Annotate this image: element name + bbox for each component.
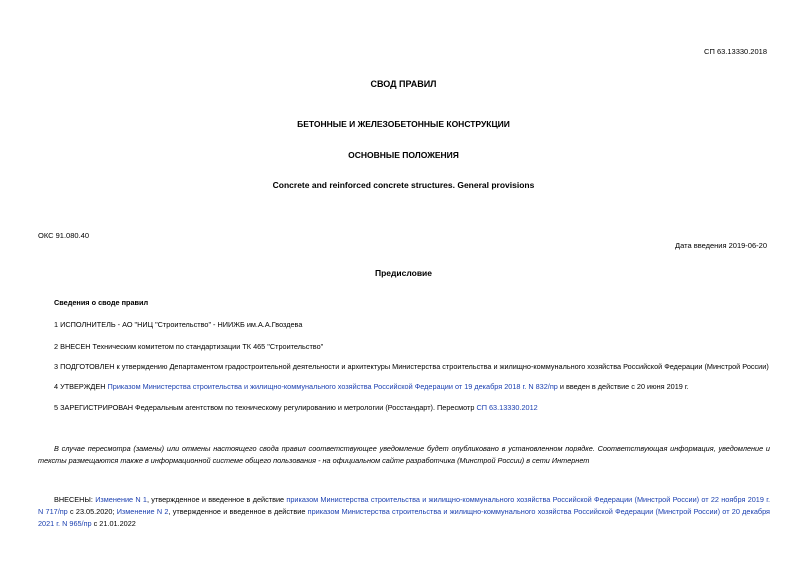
notice-paragraph: В случае пересмотра (замены) или отмены настоящего свода правил соответствующее уведомление будет опубликовано в установленном порядке. Соответствующая информация, уведомление и тексты размещаются также в информационной системе общего пользования - на официальном сайте разработчика (Минстрой России) в сети Интернет [38,444,770,465]
item5-prefix: 5 ЗАРЕГИСТРИРОВАН Федеральным агентством по техническому регулированию и метрологии (Росстандарт). Пересмотр [54,403,477,412]
changes-text-2: с 23.05.2020; [67,507,117,516]
preface-item-1: 1 ИСПОЛНИТЕЛЬ - АО "НИЦ "Строительство" - НИИЖБ им.А.А.Гвоздева [54,320,303,329]
document-code: СП 63.13330.2018 [704,47,767,56]
approval-order-link[interactable]: Приказом Министерства строительства и жилищно-коммунального хозяйства Российской Федерации от 19 декабря 2018 г. N 832/пр [107,382,558,391]
amendment-2-link[interactable]: Изменение N 2 [116,507,169,516]
item4-suffix: и введен в действие с 20 июня 2019 г. [557,382,689,391]
changes-text-3: , утвержденное и введенное в действие [168,507,308,516]
amendment-2-order-link[interactable]: приказом Министерства строительства и жилищно-коммунального хозяйства Российской Федерации (Минстрой России) от 20 декабря 2021 г. N 965/пр [38,507,770,528]
document-subtitle: ОСНОВНЫЕ ПОЛОЖЕНИЯ [348,150,459,160]
amendment-1-link[interactable]: Изменение N 1 [95,495,147,504]
document-subject: БЕТОННЫЕ И ЖЕЛЕЗОБЕТОННЫЕ КОНСТРУКЦИИ [297,119,510,129]
changes-paragraph [38,494,770,530]
oks-code: ОКС 91.080.40 [38,231,89,240]
amendment-1-order-link[interactable]: приказом Министерства строительства и жилищно-коммунального хозяйства Российской Федерации (Минстрой России) от 22 ноября 2019 г. N 717/пр [38,495,771,516]
preface-item-5 [54,403,538,412]
info-heading: Сведения о своде правил [54,298,149,307]
preface-item-4 [54,382,689,391]
preface-item-2: 2 ВНЕСЕН Техническим комитетом по стандартизации ТК 465 "Строительство" [54,342,324,351]
changes-text-1: , утвержденное и введенное в действие [147,495,287,504]
changes-label: ВНЕСЕНЫ: [54,495,96,504]
preface-item-3: 3 ПОДГОТОВЛЕН к утверждению Департаментом градостроительной деятельности и архитектуры Министерства строительства и жилищно-коммунального хозяйства Российской Федерации (Минстрой России) [54,362,769,371]
previous-standard-link[interactable]: СП 63.13330.2012 [476,403,538,412]
document-type-title: СВОД ПРАВИЛ [370,79,437,89]
item4-prefix: 4 УТВЕРЖДЕН [54,382,108,391]
changes-text-4: с 21.01.2022 [91,519,136,528]
english-title: Concrete and reinforced concrete structures. General provisions [272,180,535,190]
effective-date: Дата введения 2019-06-20 [675,241,767,250]
preface-heading: Предисловие [374,268,433,278]
